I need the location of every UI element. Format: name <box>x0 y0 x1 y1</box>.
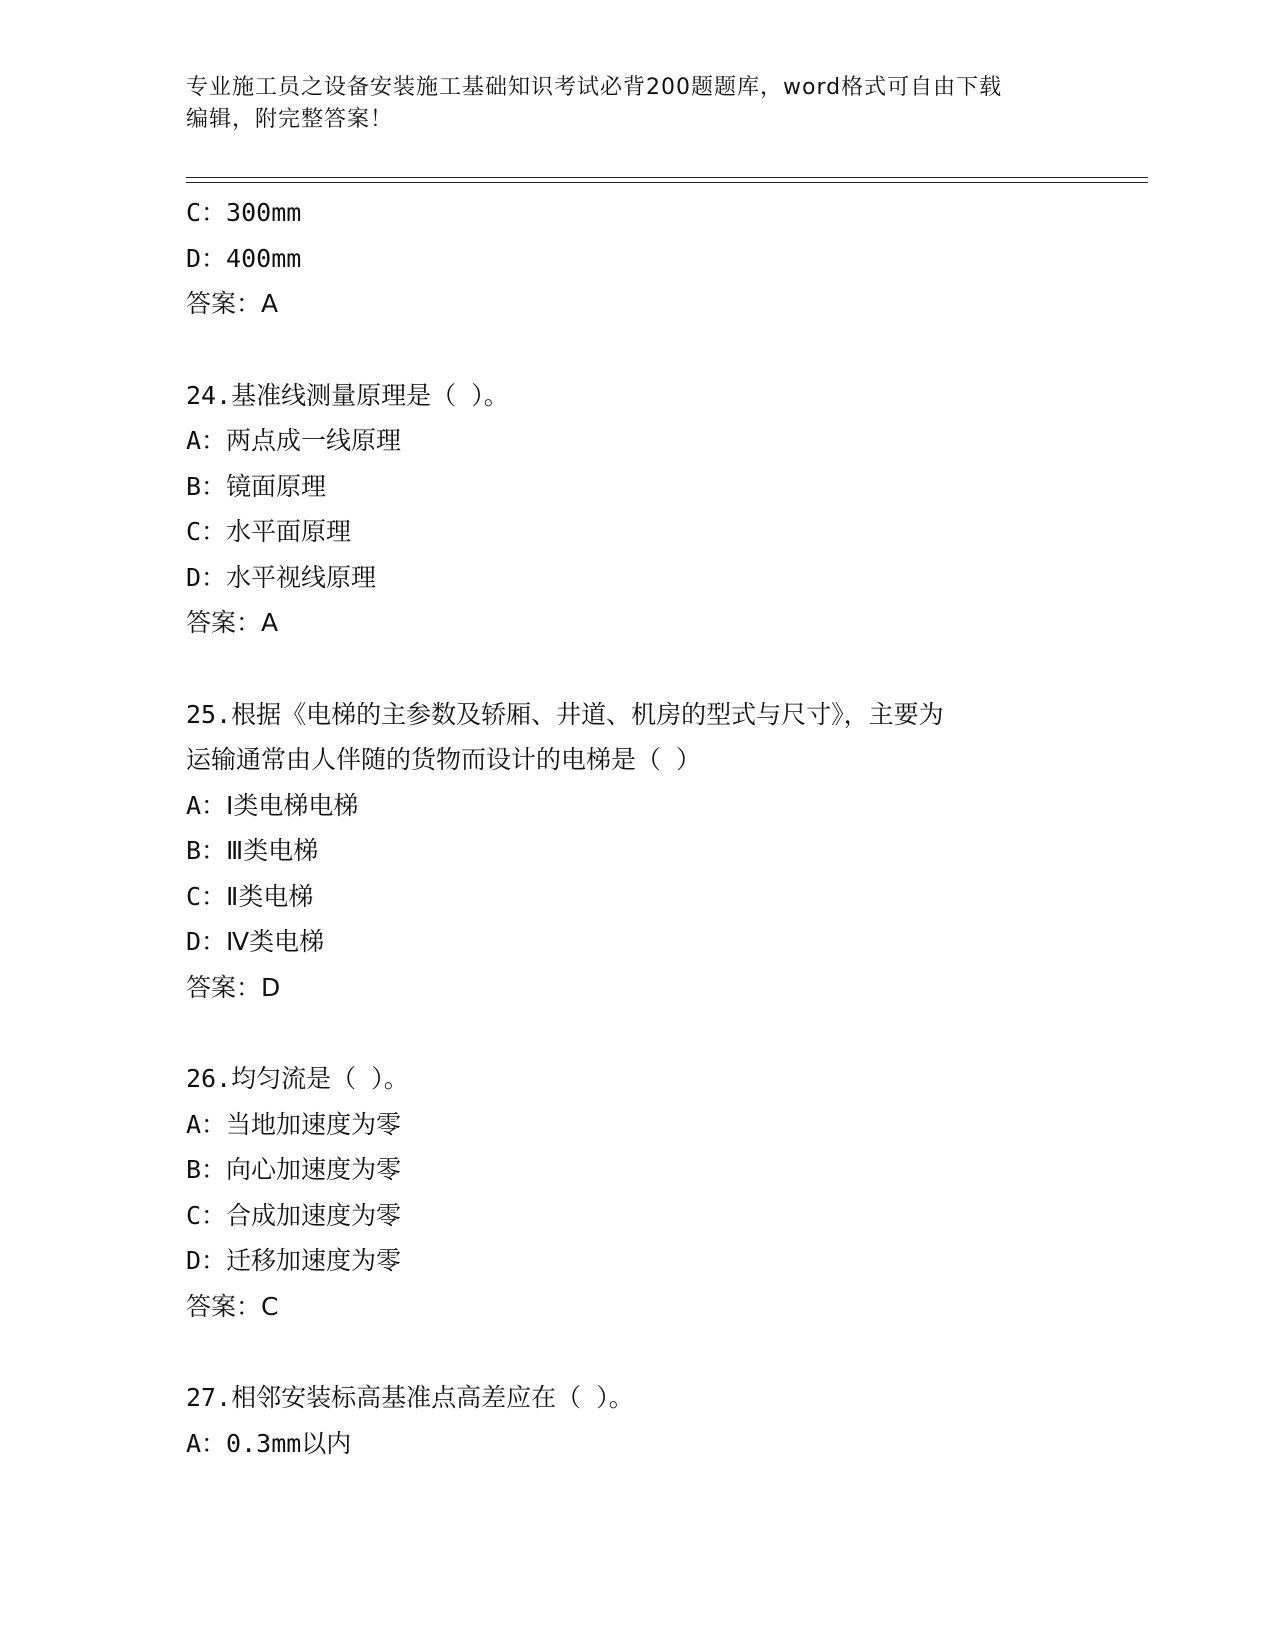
question-24 <box>186 373 1086 646</box>
option-a: A：Ⅰ类电梯电梯 <box>186 790 359 820</box>
option-d: D：Ⅳ类电梯 <box>186 927 325 956</box>
continued-question <box>186 190 1086 327</box>
option-d: D：水平视线原理 <box>186 562 377 592</box>
option-b: B：向心加速度为零 <box>186 1155 402 1184</box>
option-d: D：迁移加速度为零 <box>186 1246 402 1275</box>
spacer <box>186 1010 1086 1056</box>
header-rule-bottom <box>186 182 1148 183</box>
spacer <box>186 327 1086 373</box>
document-header <box>186 72 1066 136</box>
question-list <box>186 190 1086 1466</box>
answer: 答案：D <box>186 972 281 1002</box>
question-26 <box>186 1056 1086 1329</box>
option-b: B：镜面原理 <box>186 471 327 501</box>
option-c: C：水平面原理 <box>186 517 352 546</box>
option-c: C：300mm <box>186 198 302 227</box>
question-stem: 26.均匀流是（ ）。 <box>186 1064 409 1093</box>
option-a: A：0.3mm以内 <box>186 1428 352 1458</box>
spacer <box>186 1329 1086 1375</box>
spacer <box>186 646 1086 692</box>
option-a: A：两点成一线原理 <box>186 426 402 455</box>
option-c: C：Ⅱ类电梯 <box>186 881 314 911</box>
question-25 <box>186 692 1086 1011</box>
header-line-1: 专业施工员之设备安装施工基础知识考试必背200题题库，word格式可自由下载 <box>186 75 1003 100</box>
answer: 答案：C <box>186 1291 279 1321</box>
header-rule-top <box>186 177 1148 178</box>
question-27 <box>186 1375 1086 1466</box>
question-stem-continued: 运输通常由人伴随的货物而设计的电梯是（ ） <box>186 745 702 774</box>
option-c: C：合成加速度为零 <box>186 1200 402 1230</box>
question-stem: 27.相邻安装标高基准点高差应在（ ）。 <box>186 1383 634 1412</box>
question-stem: 24.基准线测量原理是（ ）。 <box>186 380 509 410</box>
question-stem: 25.根据《电梯的主参数及轿厢、井道、机房的型式与尺寸》，主要为 <box>186 699 944 729</box>
option-d: D：400mm <box>186 243 302 273</box>
header-line-2: 编辑，附完整答案！ <box>186 107 394 132</box>
answer: 答案：A <box>186 608 279 637</box>
option-a: A：当地加速度为零 <box>186 1109 402 1139</box>
option-b: B：Ⅲ类电梯 <box>186 836 319 865</box>
answer: 答案：A <box>186 289 279 318</box>
